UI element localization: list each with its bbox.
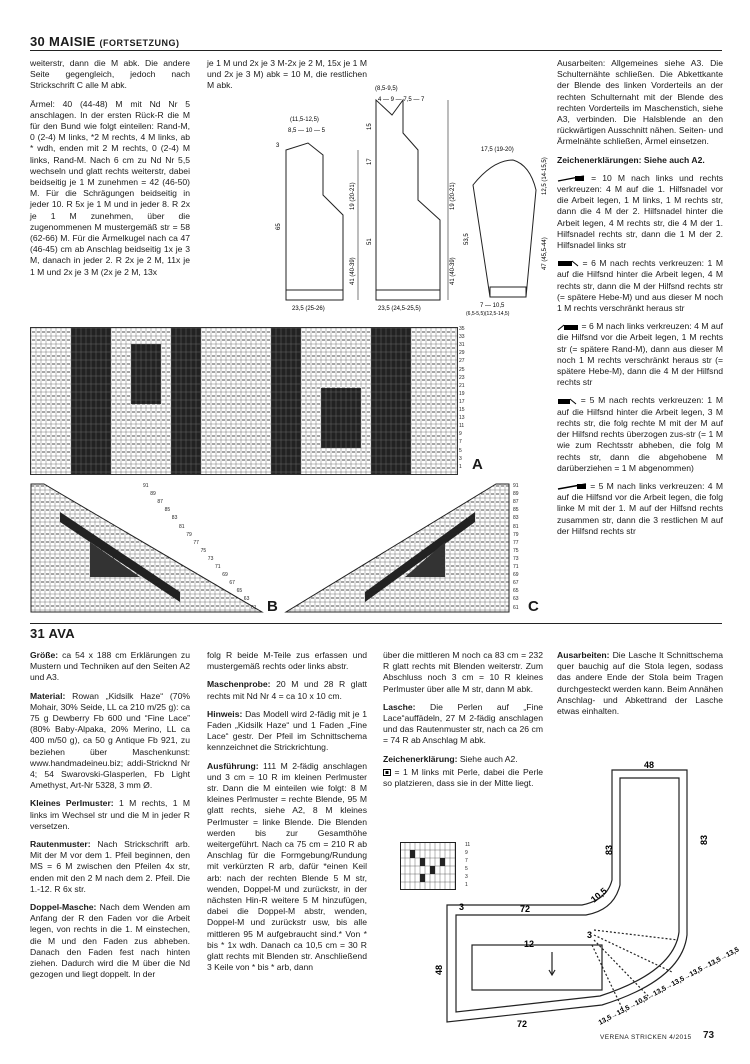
chart-c-row-numbers	[513, 484, 533, 614]
legend-text: = 10 M nach links und rechts verkreuzen: 4 M auf die 1. Hilfsnadel vor die Arbeit legen, 1 M links, 1 M rechts str, dann die 4 M der 2. Hilfsnadel hinter die Arbeit legen, 4 M rechts str, die 4 M der 1. Hilfsnadel rechts str, dann die 1 M der 2. Hilfsnadel links str	[557, 172, 723, 251]
chart-row-number: 3	[459, 455, 462, 462]
maisie-text-column-1	[30, 58, 190, 285]
page-header	[30, 34, 180, 49]
schematic-inner-width: 12	[524, 939, 535, 949]
knit-chart-a	[30, 327, 458, 475]
paragraph: Größe: ca 54 x 188 cm Erklärungen zu Mustern und Techniken auf den Seiten A2 und A3.	[30, 650, 190, 683]
front-piece	[286, 143, 343, 300]
chart-row-number: 77	[513, 539, 519, 546]
paragraph: über die mittleren M noch ca 83 cm = 232 R glatt rechts mit Blenden weiterstr. Zum Abschluss noch 3 cm = 10 R kleines Perlmuster über alle M str, dann M abk.	[383, 650, 543, 694]
page-title: MAISIE	[48, 34, 96, 49]
legend-item	[557, 395, 723, 473]
schematic-right-height: 83	[699, 834, 709, 845]
chart-row-number: 15	[459, 407, 465, 413]
legend-item	[557, 481, 723, 537]
schematic-neck: 10,5	[588, 885, 609, 905]
chart-row-number: 85	[513, 507, 519, 514]
chart-row-number: 5	[459, 447, 462, 454]
paragraph: Hinweis: Das Modell wird 2-fädig mit je 1 Faden „Kidsilk Haze“ und 1 Faden „Fine Lace“ gestr. Der Pfeil im Schnittschema kennzeichnet die Strickrichtung.	[207, 708, 367, 753]
cable-5-right-icon	[557, 398, 577, 405]
chart-row-number: 21	[459, 382, 465, 389]
schematic-arc: 13,5→13,5→10,5→13,5→13,5→13,5→13,5→13,5	[597, 946, 741, 1027]
front-h2: 65	[276, 223, 282, 230]
paragraph: Ausführung: 111 M 2-fädig anschlagen und 3 cm = 10 R im kleinen Perlmuster str. Dann die M einteilen wie folgt: 8 M kleines Perlmuster = rechte Blende, 95 M glatt rechts, siehe A2, 8 M kleines Perlmuster = linke Blende. Die Blenden werden bis zur Gesamthöhe weitergeführt. Nach ca 75 cm = 210 R ab Anschlag für die Formgebung/Rundung mit verkürzten R arb, dafür *einen Keil arb: nach der rechten Blende 5 M str, wenden, Doppel-M und zurückstr, in der nächsten Hin-R weitere 5 M hinzufügen, dabei die Doppel-M abstr, wenden, Doppel-M und zurückstr usw, bis alle mittleren 95 M aufgebraucht sind.* Von * bis * 1x wdh. Danach ca 10,5 cm = 30 R glatt rechts mit Blenden str. Anschließend 3 Keile von * bis * arb, dann	[207, 760, 367, 973]
footer-page-number: 73	[703, 1030, 715, 1041]
back-h3: 51	[367, 238, 373, 245]
chart-row-number: 63	[243, 596, 250, 603]
chart-row-number: 19	[459, 390, 465, 397]
chart-b-label: B	[267, 598, 278, 615]
sleeve-h3: 47 (45,5-44)	[542, 237, 548, 270]
paragraph-heading: Zeichenerklärungen: Siehe auch A2.	[557, 154, 705, 165]
chart-row-number: 71	[513, 564, 519, 570]
sleeve-bottom-label: 7 — 10,5	[480, 303, 505, 309]
cable-6-right-icon	[557, 260, 579, 267]
chart-row-number: 81	[179, 523, 185, 530]
schematic-bottom-width: 72	[517, 1019, 528, 1029]
ava-text-column-1	[30, 650, 190, 987]
chart-row-number: 31	[459, 342, 465, 349]
ava-schematic	[432, 760, 741, 1045]
chart-row-number: 69	[513, 572, 519, 579]
chart-row-number: 91	[143, 483, 149, 489]
page-number: 30	[30, 34, 46, 49]
chart-row-number: 3	[465, 874, 468, 880]
chart-row-number: 83	[513, 515, 519, 522]
chart-a-row-numbers	[459, 327, 479, 473]
section-rule	[30, 623, 722, 624]
chart-row-number: 89	[513, 491, 519, 498]
ava-text-column-4	[557, 650, 723, 724]
chart-row-number: 67	[229, 580, 235, 587]
front-bottom-label: 23,5 (25-26)	[292, 306, 325, 312]
chart-row-number: 11	[465, 842, 471, 848]
chart-row-number: 1	[459, 463, 462, 470]
paragraph: Doppel-Masche: Nach dem Wenden am Anfang der R den Faden vor die Arbeit legen, von rechts in die 1. M einstechen, die M und den Faden zus abheben. Danach den Faden fest nach hinten ziehen. Dadurch wird die M über die Nd gezogen und liegt doppelt. In der	[30, 902, 190, 980]
maisie-schematic	[268, 85, 552, 320]
legend-text: = 6 M nach links verkreuzen: 4 M auf die Hilfsnd vor die Arbeit legen, 1 M rechts str (= spätere Rand-M), dann aus dieser M noch 1 M rechts verschränkt heraus str (= spätere Hebe-M), dann die 4 M der Hilfsnd rechts str	[557, 321, 724, 388]
chart-row-number: 73	[513, 555, 519, 562]
chart-row-number: 29	[459, 350, 465, 357]
schematic-small-2: 3	[587, 930, 593, 940]
paragraph: je 1 M und 2x je 3 M-2x je 2 M, 15x je 1 M und 2x je 3 M) abk = 10 M, die restlichen M abk.	[207, 58, 367, 91]
schematic-small: 3	[459, 902, 465, 912]
chart-row-number: 79	[513, 531, 519, 538]
chart-row-number: 25	[459, 366, 465, 373]
ava-text-column-2	[207, 650, 367, 980]
legend-text: = 5 M nach links verkreuzen: 4 M auf die Hilfsnd vor die Arbeit legen, die folg linke M mit der 1. M auf der Hilfsnd rechts zusammen str, dann die 3 restlichen M auf der Hilfsnd rechts str	[557, 480, 723, 536]
legend-item	[557, 321, 723, 388]
paragraph: Rautenmuster: Nach Strickschrift arb. Mit der M vor dem 1. Pfeil beginnen, den MS = 6 M zwischen den Pfeilen 4x str, enden mit den 2 M nach dem 2. Pfeil. Die 1.-12. R 6x str.	[30, 839, 190, 894]
chart-row-number: 61	[251, 604, 257, 611]
chart-row-number: 69	[222, 572, 228, 579]
schematic-left-height: 48	[434, 964, 444, 975]
chart-row-number: 65	[236, 588, 243, 595]
chart-row-number: 85	[164, 507, 171, 514]
front-h3: 19 (20-21)	[350, 182, 356, 210]
chart-row-number: 23	[459, 374, 465, 381]
chart-row-number: 5	[465, 866, 468, 872]
page-subtitle: (FORTSETZUNG)	[99, 38, 180, 48]
back-h1: 15	[367, 123, 373, 130]
chart-row-number: 65	[513, 588, 519, 595]
chart-row-number: 73	[207, 555, 214, 562]
chart-row-number: 63	[513, 596, 519, 603]
chart-row-number: 79	[186, 531, 192, 538]
chart-a-label: A	[472, 456, 483, 473]
front-h4: 41 (40-39)	[350, 257, 356, 285]
sleeve-bottom-label-2: (6,5-5,5)(12,5-14,5)	[466, 311, 510, 317]
cable-6-left-icon	[557, 324, 579, 331]
chart-row-number: 89	[150, 491, 156, 498]
paragraph: Ausarbeiten: Allgemeines siehe A3. Die Schulternähte schließen. Die Abkettkante der Blende des linken Vorderteils an der rechten Schulternaht mit der Blende des rechten Vorderteils im Maschenstich, siehe A3, verbinden. Die Halsblende an den rückwärtigen Ausschnitt nähen. Seiten- und Ärmelnähte schließen, Ärmel einsetzen.	[557, 58, 723, 147]
front-neck-label: 8,5 — 10 — 5	[288, 128, 326, 134]
legend-text: = 6 M nach rechts verkreuzen: 1 M auf die Hilfsnd hinter die Arbeit legen, 4 M rechts str, dann die M der Hilfsnd rechts str (= spätere Hebe-M) und aus dieser M noch 1 M rechts verschränkt heraus str	[557, 258, 724, 314]
bead-stitch-icon	[383, 769, 391, 776]
paragraph: Kleines Perlmuster: 1 M rechts, 1 M links im Wechsel str und die M in jeder R versetzen.	[30, 798, 191, 831]
sleeve-top-label: 17,5 (19-20)	[481, 147, 514, 153]
chart-row-number: 33	[459, 334, 465, 341]
chart-row-number: 91	[513, 483, 519, 489]
schematic-side-height: 83	[604, 844, 614, 855]
legend-text: = 5 M nach rechts verkreuzen: 1 M auf die Hilfsnd hinter die Arbeit legen, 3 M rechts str, die folg rechte M mit der M auf der Hilfsnd rechts überzogen zus-str (= 1 M wie zum Rechtsstr abheben, die folg M rechts str, dann die abgehobene M darüberziehen = 1 M abgenommen)	[557, 395, 724, 473]
paragraph: Maschenprobe: 20 M und 28 R glatt rechts mit Nd Nr 4 = ca 10 x 10 cm.	[207, 679, 367, 701]
chart-row-number: 77	[193, 539, 199, 546]
chart-row-number: 35	[459, 326, 465, 332]
section-title: AVA	[48, 626, 75, 641]
schematic-left-width: 72	[520, 904, 531, 914]
chart-row-number: 13	[459, 415, 465, 422]
front-h1: 3	[276, 143, 280, 149]
paragraph: Ärmel: 40 (44-48) M mit Nd Nr 5 anschlagen. In der ersten Rück-R die M für den Bund wie folgt einteilen: Rand-M, 0 (2-4) M links, *2 M rechts, 4 M links, ab * wdh, enden mit 2 M rechts, 0 (2-4) M links, Rand-M. Nach 6 cm zu Nd Nr 5,5 wechseln und glatt rechts weiterstr, dabei beidseitig je 1 M zunehmen = 42 (46-50) M. Für die Schrägungen beidseitig in jeder 10. R 5x je 1 M und in jeder 8. R 2x je 1 M zunehmen, über die zugenommenen M mustergemäß str = 58 (62-66) M. Für die Ärmelkugel nach ca 47 (46-45) cm ab Anschlag beidseitig 1x je 3 M, danach in jeder 2. R 2x je 2 M, 11x je 1 M und 2x je 3 M (2x je 2 M, 13x	[30, 98, 190, 277]
chart-row-number: 11	[459, 423, 465, 430]
chart-c-label: C	[528, 598, 539, 615]
schematic-top-width: 48	[644, 760, 655, 770]
header-rule	[30, 50, 722, 51]
paragraph: Zeichenerklärung: Siehe auch A2.	[383, 753, 518, 764]
chart-row-number: 7	[459, 439, 462, 446]
paragraph: Material: Rowan „Kidsilk Haze“ (70% Mohair, 30% Seide, LL ca 210 m/25 g): ca 75 g Dewberry Fb 600 und “Fine Lace” (80% Baby-Alpaka, 20% Merino, LL ca 400 m/50 g), ca 50 g Antique Fb 921, zu beziehen über Maschenkunst: www.handmadeineu.biz; addi-Stricknd Nr 4; 54 Swarovski-Glasperlen, Fb Light Amethyst, Art-Nr 5328, 3 mm Ø.	[30, 690, 190, 791]
front-top-label: (11,5-12,5)	[290, 117, 319, 123]
chart-row-number: 75	[513, 547, 519, 554]
section-number: 31	[30, 626, 46, 641]
sleeve-h1: 12,5 (14-15,5)	[542, 157, 548, 195]
legend-item	[557, 258, 723, 314]
knit-chart-c	[285, 482, 510, 617]
chart-b-row-numbers	[143, 484, 263, 614]
back-neck-label: 4 — 9 — 7,5 — 7	[378, 97, 425, 103]
back-piece	[376, 100, 440, 300]
chart-row-number: 83	[171, 515, 178, 522]
section-header	[30, 626, 75, 641]
sleeve-h2: 53,5	[464, 233, 470, 245]
back-bottom-label: 23,5 (24,5-25,5)	[378, 306, 421, 312]
chart-row-number: 75	[200, 547, 207, 554]
paragraph: Ausarbeiten: Die Lasche lt Schnittschema quer bauchig auf die Stola legen, sodass das andere Ende der Stola beim Tragen durchgesteckt werden kann. Beim Annähen Anschlag- und Abkettrand der Lasche etwas einhalten.	[557, 650, 723, 717]
paragraph: weiterstr, dann die M abk. Die andere Seite gegengleich, jedoch nach Strickschrift C alle M abk.	[30, 58, 190, 91]
chart-row-number: 27	[459, 358, 465, 365]
chart-row-number: 61	[513, 604, 519, 611]
chart-row-number: 7	[465, 858, 468, 864]
chart-row-number: 1	[465, 882, 468, 888]
chart-row-number: 71	[215, 564, 221, 570]
paragraph: = 1 M links mit Perle, dabei die Perle so platzieren, dass sie in der Mitte liegt.	[383, 766, 544, 789]
paragraph: folg R beide M-Teile zus erfassen und mustergemäß rechts oder links abstr.	[207, 650, 367, 672]
chart-row-number: 87	[157, 499, 163, 506]
footer-magazine: VERENA STRICKEN 4/2015	[600, 1034, 692, 1041]
sleeve-piece	[473, 160, 536, 297]
cable-5-left-icon	[557, 483, 587, 490]
paragraph: Lasche: Die Perlen auf „Fine Lace“auffädeln, 27 M 2-fädig anschlagen und das Rautenmuster str, nach ca 26 cm = 74 R ab Anschlag M abk.	[383, 701, 543, 746]
maisie-text-column-4	[557, 58, 723, 544]
chart-row-number: 17	[459, 398, 465, 405]
back-h5: 41 (40-39)	[450, 257, 456, 285]
chart-a-grid	[31, 328, 457, 474]
legend-item	[557, 173, 723, 251]
back-h4: 19 (20-21)	[450, 182, 456, 210]
chart-row-number: 9	[459, 431, 462, 438]
chart-row-number: 81	[513, 523, 519, 530]
cable-10-icon	[557, 175, 585, 182]
chart-row-number: 67	[513, 580, 519, 587]
chart-row-number: 9	[465, 850, 468, 856]
back-top-label: (8,5-9,5)	[375, 86, 398, 92]
back-h2: 17	[367, 158, 373, 165]
chart-row-number: 87	[513, 499, 519, 506]
